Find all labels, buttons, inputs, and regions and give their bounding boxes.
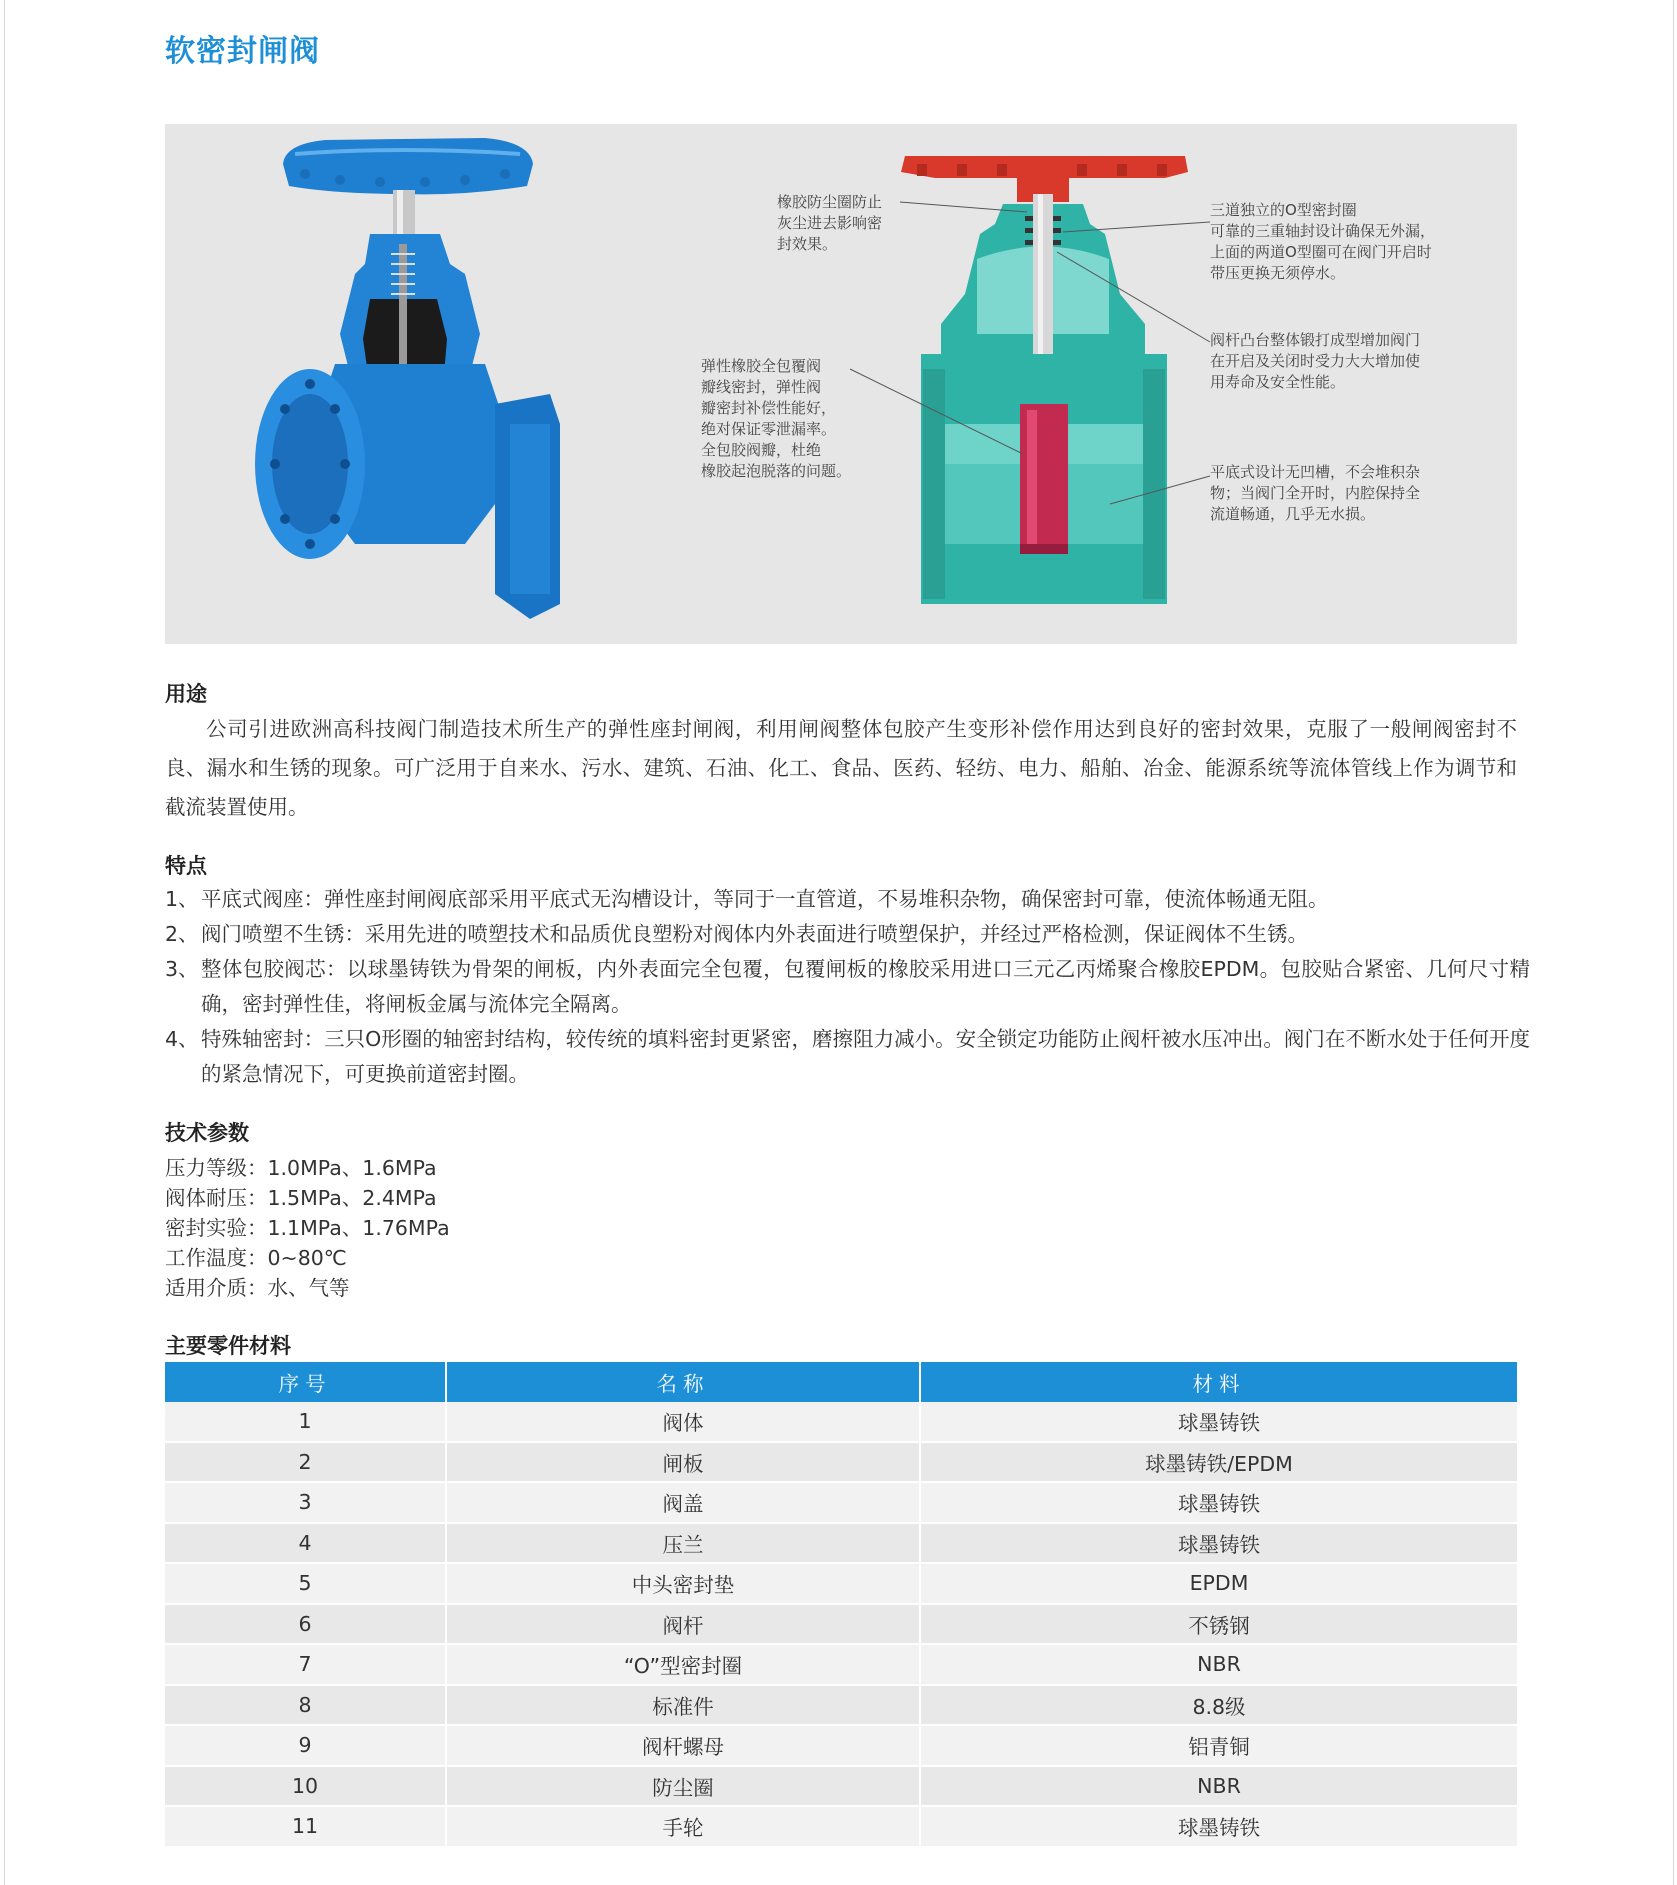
table-row — [165, 1482, 1517, 1523]
table-row — [165, 1604, 1517, 1645]
cell-name: “O”型密封圈 — [446, 1644, 920, 1685]
usage-text: 公司引进欧洲高科技阀门制造技术所生产的弹性座封闸阀，利用闸阀整体包胶产生变形补偿作用达到良好的密封效果，克服了一般闸阀密封不良、漏水和生锈的现象。可广泛用于自来水、污水、建筑、石油、化工、食品、医药、轻纺、电力、船舶、冶金、能源系统等流体管线上作为调节和截流装置使用。 — [165, 717, 1517, 819]
cell-index: 4 — [165, 1523, 446, 1564]
cell-index: 5 — [165, 1563, 446, 1604]
param-row — [165, 1273, 450, 1303]
cell-name: 压兰 — [446, 1523, 920, 1564]
cell-index: 3 — [165, 1482, 446, 1523]
cell-index: 9 — [165, 1725, 446, 1766]
cell-index: 8 — [165, 1685, 446, 1726]
feature-text: 整体包胶阀芯：以球墨铸铁为骨架的闸板，内外表面完全包覆，包覆闸板的橡胶采用进口三元乙丙烯聚合橡胶EPDM。包胶贴合紧密、几何尺寸精确，密封弹性佳，将闸板金属与流体完全隔离。 — [201, 957, 1530, 1016]
table-row — [165, 1402, 1517, 1442]
feature-text: 阀门喷塑不生锈：采用先进的喷塑技术和品质优良塑粉对阀体内外表面进行喷塑保护，并经过严格检测，保证阀体不生锈。 — [201, 922, 1308, 946]
table-row — [165, 1563, 1517, 1604]
column-header-name: 名称 — [446, 1362, 920, 1402]
param-row — [165, 1213, 450, 1243]
table-row — [165, 1685, 1517, 1726]
cell-material: 8.8级 — [920, 1685, 1517, 1726]
product-figure-panel — [165, 124, 1517, 644]
feature-number: 1、 — [165, 887, 199, 911]
cell-material: 不锈钢 — [920, 1604, 1517, 1645]
params-list — [165, 1153, 450, 1303]
cell-index: 7 — [165, 1644, 446, 1685]
column-header-material: 材料 — [920, 1362, 1517, 1402]
cell-material: 球墨铸铁 — [920, 1806, 1517, 1847]
parts-table — [165, 1362, 1517, 1848]
callout-dust-ring: 橡胶防尘圈防止 灰尘进去影响密 封效果。 — [777, 193, 883, 253]
cell-material: NBR — [920, 1644, 1517, 1685]
cell-material: 球墨铸铁 — [920, 1523, 1517, 1564]
valve-photo — [255, 138, 560, 619]
feature-number: 2、 — [165, 922, 199, 946]
feature-item — [165, 882, 1530, 917]
cell-name: 手轮 — [446, 1806, 920, 1847]
cell-material: 铝青铜 — [920, 1725, 1517, 1766]
cell-name: 中头密封垫 — [446, 1563, 920, 1604]
table-row — [165, 1725, 1517, 1766]
param-label: 压力等级： — [165, 1156, 268, 1180]
page-border-right — [1673, 0, 1674, 1885]
callout-flat-bottom: 平底式设计无凹槽，不会堆积杂 物；当阀门全开时，内腔保持全 流道畅通，几乎无水损。 — [1210, 463, 1421, 523]
table-row — [165, 1442, 1517, 1483]
cell-name: 阀杆螺母 — [446, 1725, 920, 1766]
feature-item — [165, 952, 1530, 1022]
param-row — [165, 1153, 450, 1183]
table-row — [165, 1523, 1517, 1564]
page-title: 软密封闸阀 — [165, 34, 320, 69]
param-value: 0~80℃ — [267, 1246, 347, 1270]
table-row — [165, 1806, 1517, 1847]
page-border-left — [4, 0, 5, 1885]
param-label: 工作温度： — [165, 1246, 268, 1270]
parts-heading: 主要零件材料 — [165, 1334, 291, 1358]
cell-name: 防尘圈 — [446, 1766, 920, 1807]
valve-cutaway-diagram — [901, 156, 1188, 604]
param-value: 1.1MPa、1.76MPa — [267, 1216, 450, 1240]
feature-item — [165, 1022, 1530, 1092]
param-value: 1.0MPa、1.6MPa — [267, 1156, 437, 1180]
param-label: 适用介质： — [165, 1276, 268, 1300]
feature-number: 3、 — [165, 957, 199, 981]
cell-material: 球墨铸铁/EPDM — [920, 1442, 1517, 1483]
callout-rubber-gate: 弹性橡胶全包覆阀 瓣线密封，弹性阀 瓣密封补偿性能好， 绝对保证零泄漏率。 全包胶阀瓣，杜绝 橡胶起泡脱落的问题。 — [701, 357, 852, 480]
cell-material: 球墨铸铁 — [920, 1482, 1517, 1523]
param-row — [165, 1243, 450, 1273]
cell-index: 1 — [165, 1402, 446, 1442]
cell-index: 11 — [165, 1806, 446, 1847]
cell-material: EPDM — [920, 1563, 1517, 1604]
cell-material: NBR — [920, 1766, 1517, 1807]
callout-stem: 阀杆凸台整体锻打成型增加阀门 在开启及关闭时受力大大增加使 用寿命及安全性能。 — [1210, 331, 1421, 391]
usage-heading: 用途 — [165, 682, 207, 706]
param-label: 阀体耐压： — [165, 1186, 268, 1210]
parts-table-header-row — [165, 1362, 1517, 1402]
feature-item — [165, 917, 1530, 952]
param-value: 水、气等 — [267, 1276, 350, 1300]
cell-name: 闸板 — [446, 1442, 920, 1483]
cell-index: 10 — [165, 1766, 446, 1807]
cell-material: 球墨铸铁 — [920, 1402, 1517, 1442]
table-row — [165, 1766, 1517, 1807]
param-row — [165, 1183, 450, 1213]
column-header-index: 序号 — [165, 1362, 446, 1402]
features-list — [165, 882, 1530, 1092]
cell-index: 6 — [165, 1604, 446, 1645]
param-value: 1.5MPa、2.4MPa — [267, 1186, 437, 1210]
feature-number: 4、 — [165, 1027, 199, 1051]
cell-name: 阀体 — [446, 1402, 920, 1442]
param-label: 密封实验： — [165, 1216, 268, 1240]
callout-o-ring: 三道独立的O型密封圈 可靠的三重轴封设计确保无外漏， 上面的两道O型圈可在阀门开启时 带压更换无须停水。 — [1210, 201, 1436, 282]
table-row — [165, 1644, 1517, 1685]
cell-name: 标准件 — [446, 1685, 920, 1726]
feature-text: 平底式阀座：弹性座封闸阀底部采用平底式无沟槽设计，等同于一直管道，不易堆积杂物，确保密封可靠，使流体畅通无阻。 — [201, 887, 1329, 911]
cell-name: 阀杆 — [446, 1604, 920, 1645]
cell-name: 阀盖 — [446, 1482, 920, 1523]
cell-index: 2 — [165, 1442, 446, 1483]
params-heading: 技术参数 — [165, 1121, 249, 1145]
feature-text: 特殊轴密封：三只O形圈的轴密封结构，较传统的填料密封更紧密，磨擦阻力减小。安全锁定功能防止阀杆被水压冲出。阀门在不断水处于任何开度的紧急情况下，可更换前道密封圈。 — [201, 1027, 1530, 1086]
features-heading: 特点 — [165, 854, 207, 878]
